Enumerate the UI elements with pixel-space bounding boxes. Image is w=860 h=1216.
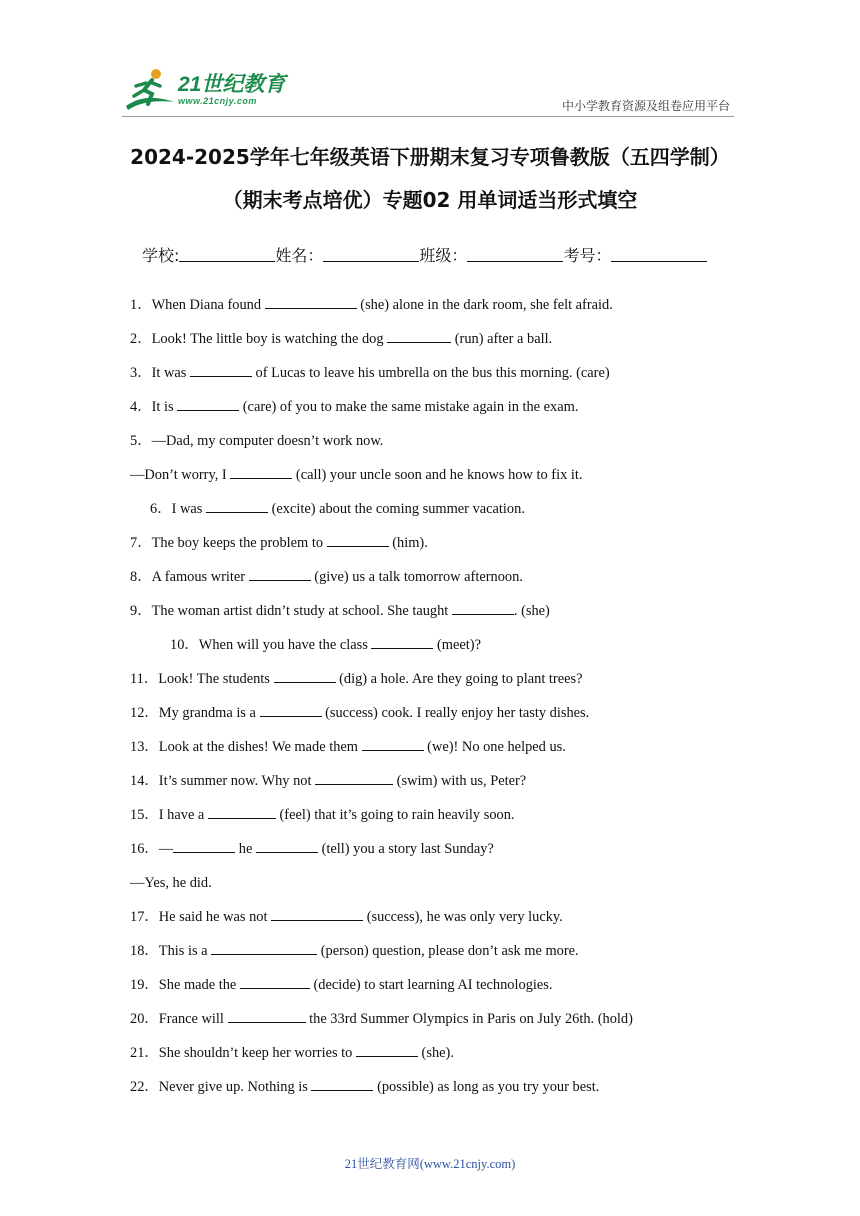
answer-blank[interactable] <box>356 1044 418 1057</box>
answer-blank[interactable] <box>327 534 389 547</box>
answer-blank[interactable] <box>240 976 310 989</box>
question-item <box>130 840 494 858</box>
question-item <box>130 704 589 722</box>
answer-blank[interactable] <box>173 840 235 853</box>
logo <box>122 66 292 116</box>
title-line-2: （期末考点培优）专题02 用单词适当形式填空 <box>222 188 638 212</box>
question-text: (dig) a hole. Are they going to plant trees? <box>335 671 583 687</box>
question-text: —Don’t worry, I <box>130 467 231 483</box>
question-text: 5．—Dad, my computer doesn’t work now. <box>130 433 384 449</box>
question-text: 2．Look! The little boy is watching the dog <box>130 331 388 347</box>
question-item <box>130 296 613 314</box>
question-item <box>130 942 579 960</box>
answer-blank[interactable] <box>371 636 433 649</box>
question-item <box>130 806 515 824</box>
question-text: 16．— <box>130 841 174 857</box>
student-info-row <box>142 243 707 266</box>
class-label: 班级： <box>419 246 468 265</box>
header-divider <box>122 116 734 117</box>
question-text: the 33rd Summer Olympics in Paris on July 26th. (hold) <box>305 1011 633 1027</box>
question-text: 15．I have a <box>130 807 208 823</box>
question-item <box>170 636 481 654</box>
question-item <box>130 670 582 688</box>
question-text: (run) after a ball. <box>451 331 553 347</box>
question-text: . (she) <box>513 603 550 619</box>
answer-blank[interactable] <box>274 670 336 683</box>
question-text: (excite) about the coming summer vacation. <box>267 501 525 517</box>
page-header <box>0 0 860 120</box>
runner-logo-icon <box>122 66 178 116</box>
question-text: (care) of you to make the same mistake again in the exam. <box>239 399 579 415</box>
question-text: of Lucas to leave his umbrella on the bus this morning. (care) <box>251 365 610 381</box>
question-text: (success), he was only very lucky. <box>363 909 563 925</box>
number-label: 考号： <box>563 246 612 265</box>
question-item <box>130 568 523 586</box>
answer-blank[interactable] <box>260 704 322 717</box>
answer-blank[interactable] <box>315 772 393 785</box>
question-text: 14．It’s summer now. Why not <box>130 773 316 789</box>
answer-blank[interactable] <box>208 806 276 819</box>
question-text: (we)! No one helped us. <box>423 739 566 755</box>
question-text: 21．She shouldn’t keep her worries to <box>130 1045 356 1061</box>
answer-blank[interactable] <box>311 1078 373 1091</box>
question-text: (call) your uncle soon and he knows how to fix it. <box>292 467 583 483</box>
logo-url: www.21cnjy.com <box>178 96 257 106</box>
name-blank[interactable] <box>323 247 419 262</box>
answer-blank[interactable] <box>265 296 357 309</box>
answer-blank[interactable] <box>211 942 317 955</box>
question-text: 6．I was <box>150 501 206 517</box>
title-line-1: 2024-2025学年七年级英语下册期末复习专项鲁教版（五四学制） <box>130 145 730 169</box>
logo-text: 21世纪教育 <box>178 73 286 96</box>
page-footer: 21世纪教育网(www.21cnjy.com) <box>344 1157 516 1171</box>
question-text: (decide) to start learning AI technologies. <box>309 977 553 993</box>
question-text: (success) cook. I really enjoy her tasty dishes. <box>321 705 590 721</box>
question-item <box>150 500 525 518</box>
answer-blank[interactable] <box>271 908 363 921</box>
question-text: 9．The woman artist didn’t study at school. She taught <box>130 603 452 619</box>
question-item <box>130 874 212 892</box>
answer-blank[interactable] <box>249 568 311 581</box>
answer-blank[interactable] <box>230 466 292 479</box>
question-item <box>130 1078 599 1096</box>
question-text: (tell) you a story last Sunday? <box>317 841 494 857</box>
answer-blank[interactable] <box>256 840 318 853</box>
question-text: 18．This is a <box>130 943 212 959</box>
platform-tagline: 中小学教育资源及组卷应用平台 <box>561 99 730 113</box>
question-text: (she) alone in the dark room, she felt afraid. <box>356 297 613 313</box>
question-item <box>130 364 610 382</box>
question-text: (possible) as long as you try your best. <box>373 1079 600 1095</box>
question-text: (swim) with us, Peter? <box>393 773 527 789</box>
question-text: (give) us a talk tomorrow afternoon. <box>310 569 523 585</box>
name-label: 姓名： <box>275 246 324 265</box>
question-item <box>130 432 383 450</box>
question-text: (she). <box>417 1045 454 1061</box>
question-item <box>130 772 526 790</box>
answer-blank[interactable] <box>177 398 239 411</box>
question-item <box>130 1044 454 1062</box>
question-text: —Yes, he did. <box>130 875 212 891</box>
question-item <box>130 534 428 552</box>
question-item <box>130 602 550 620</box>
question-text: he <box>235 841 256 857</box>
question-text: 8．A famous writer <box>130 569 249 585</box>
question-item <box>130 466 582 484</box>
question-text: (person) question, please don’t ask me more. <box>317 943 579 959</box>
answer-blank[interactable] <box>387 330 451 343</box>
question-text: 20．France will <box>130 1011 228 1027</box>
school-blank[interactable] <box>179 247 275 262</box>
question-text: 7．The boy keeps the problem to <box>130 535 327 551</box>
question-text: 10．When will you have the class <box>170 637 372 653</box>
question-item <box>130 738 566 756</box>
answer-blank[interactable] <box>228 1010 306 1023</box>
question-item <box>130 1010 633 1028</box>
question-text: (feel) that it’s going to rain heavily soon. <box>275 807 515 823</box>
answer-blank[interactable] <box>206 500 268 513</box>
question-text: 11．Look! The students <box>130 671 274 687</box>
question-text: 1．When Diana found <box>130 297 265 313</box>
school-label: 学校: <box>142 246 180 265</box>
question-text: 19．She made the <box>130 977 240 993</box>
question-text: 22．Never give up. Nothing is <box>130 1079 312 1095</box>
question-text: (meet)? <box>433 637 481 653</box>
question-item <box>130 330 552 348</box>
class-blank[interactable] <box>467 247 563 262</box>
question-text: 13．Look at the dishes! We made them <box>130 739 362 755</box>
question-item <box>130 908 563 926</box>
question-item <box>130 398 578 416</box>
number-blank[interactable] <box>611 247 707 262</box>
answer-blank[interactable] <box>190 364 252 377</box>
question-text: (him). <box>388 535 428 551</box>
question-text: 4．It is <box>130 399 178 415</box>
answer-blank[interactable] <box>362 738 424 751</box>
question-text: 12．My grandma is a <box>130 705 260 721</box>
question-text: 17．He said he was not <box>130 909 272 925</box>
answer-blank[interactable] <box>452 602 514 615</box>
question-text: 3．It was <box>130 365 190 381</box>
question-item <box>130 976 552 994</box>
